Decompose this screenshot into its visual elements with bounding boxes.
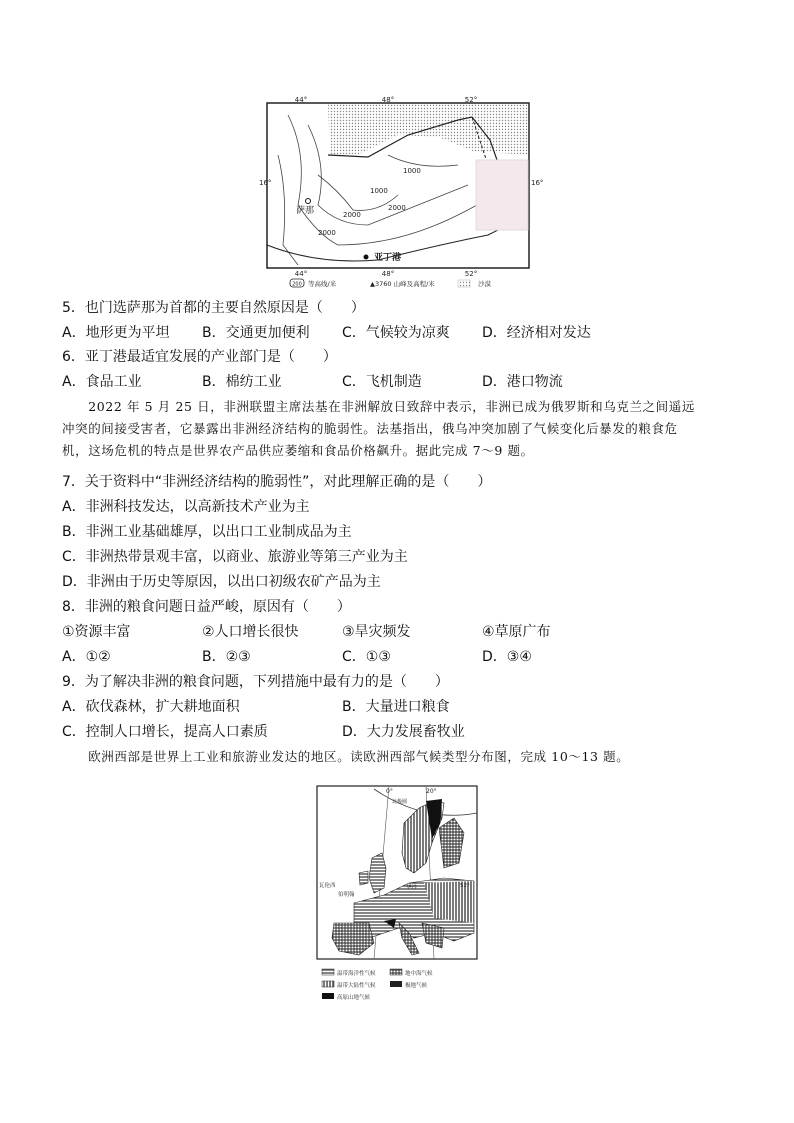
q7-option-a[interactable]: A．非洲科技发达，以高新技术产业为主	[62, 499, 310, 515]
map2-lon-0: 0°	[386, 788, 393, 795]
contour-label-1: 1000	[403, 167, 421, 175]
q5-option-b[interactable]: B．交通更加便利	[202, 325, 310, 341]
legend-item-3: 温带大陆性气候	[337, 983, 376, 989]
contour-label-4: 2000	[343, 211, 361, 219]
q8-stem: 8．非洲的粮食问题日益严峻，原因有（ ）	[62, 599, 351, 615]
q6-option-a[interactable]: A．食品工业	[62, 374, 142, 390]
yemen-map	[258, 95, 548, 291]
lon-44-top: 44°	[294, 96, 308, 104]
q8-option-d[interactable]: D．③④	[482, 649, 532, 665]
q7-option-c[interactable]: C．非洲热带景观丰富，以商业、旅游业等第三产业为主	[62, 549, 408, 565]
legend-contour: 等高线/米	[308, 280, 337, 288]
city-sanaa: 萨那	[296, 206, 315, 216]
q5-option-d[interactable]: D．经济相对发达	[482, 325, 591, 341]
legend-desert: 沙漠	[478, 280, 491, 288]
q8-item-2: ②人口增长很快	[202, 624, 299, 640]
passage-africa	[62, 396, 742, 462]
contour-label-2: 1000	[370, 187, 388, 195]
map2-city-1: 瓦伦西	[319, 883, 336, 889]
contour-label-5: 2000	[318, 229, 336, 237]
q6-option-b[interactable]: B．棉纺工业	[202, 374, 282, 390]
lon-48-bottom: 48°	[381, 270, 395, 278]
q6-option-d[interactable]: D．港口物流	[482, 374, 563, 390]
contour-label-3: 2000	[388, 204, 406, 212]
passage-line-1: 2022 年 5 月 25 日，非洲联盟主席法基在非洲解放日致辞中表示，非洲已成为俄罗斯和乌克兰之间遥远	[62, 399, 695, 414]
legend-peak: ▲3760 山峰及高程/米	[370, 280, 435, 288]
q5-option-c[interactable]: C．气候较为凉爽	[342, 325, 450, 341]
q9-option-a[interactable]: A．砍伐森林，扩大耕地面积	[62, 699, 240, 715]
lon-44-bottom: 44°	[294, 270, 308, 278]
lon-52-bottom: 52°	[464, 270, 478, 278]
lon-52-top: 52°	[464, 96, 478, 104]
passage-line-2: 冲突的间接受害者，它暴露出非洲经济结构的脆弱性。法基指出，俄乌冲突加剧了气候变化后暴发的粮食危	[62, 421, 678, 436]
q7-stem: 7．关于资料中“非洲经济结构的脆弱性”，对此理解正确的是（ ）	[62, 474, 492, 490]
q9-option-d[interactable]: D．大力发展畜牧业	[342, 724, 465, 740]
q7-option-d[interactable]: D．非洲由于历史等原因，以出口初级农矿产品为主	[62, 574, 381, 590]
q9-option-b[interactable]: B．大量进口粮食	[342, 699, 450, 715]
map2-city-3: 华沙	[406, 885, 418, 891]
legend-item-2: 地中海气候	[405, 971, 433, 977]
q6-option-c[interactable]: C．飞机制造	[342, 374, 422, 390]
legend-contour-value: 200	[292, 281, 302, 288]
europe-climate-map	[314, 783, 480, 1008]
passage-line-3: 机，这场危机的特点是世界农产品供应萎缩和食品价格飙升。据此完成 7～9 题。	[62, 443, 534, 458]
lat-right: 16°	[531, 179, 544, 187]
lat-left: 16°	[259, 179, 272, 187]
map2-city-2: 伯明翰	[338, 892, 355, 898]
q9-option-c[interactable]: C．控制人口增长，提高人口素质	[62, 724, 268, 740]
legend-item-1: 温带海洋性气候	[337, 971, 376, 977]
lon-48-top: 48°	[381, 96, 395, 104]
q5-option-a[interactable]: A．地形更为平坦	[62, 325, 170, 341]
map2-arctic-label: 北极圈	[392, 799, 408, 805]
city-aden: 亚丁港	[374, 253, 402, 263]
q7-option-b[interactable]: B．非洲工业基础雄厚，以出口工业制成品为主	[62, 524, 352, 540]
q8-item-1: ①资源丰富	[62, 624, 131, 640]
q8-option-a[interactable]: A．①②	[62, 649, 111, 665]
map2-lat-52: 52°	[460, 883, 470, 889]
q8-item-3: ③旱灾频发	[342, 624, 411, 640]
q5-stem: 5．也门选萨那为首都的主要自然原因是（ ）	[62, 300, 365, 316]
q8-option-b[interactable]: B．②③	[202, 649, 251, 665]
q8-item-4: ④草原广布	[482, 624, 551, 640]
q6-stem: 6．亚丁港最适宜发展的产业部门是（ ）	[62, 349, 337, 365]
legend-item-4: 极地气候	[405, 983, 428, 989]
map2-lon-20: 20°	[426, 788, 437, 795]
q8-option-c[interactable]: C．①③	[342, 649, 391, 665]
legend-item-5: 高原山地气候	[337, 995, 371, 1001]
passage-europe: 欧洲西部是世界上工业和旅游业发达的地区。读欧洲西部气候类型分布图，完成 10～13 题。	[62, 749, 630, 764]
q9-stem: 9．为了解决非洲的粮食问题，下列措施中最有力的是（ ）	[62, 674, 449, 690]
